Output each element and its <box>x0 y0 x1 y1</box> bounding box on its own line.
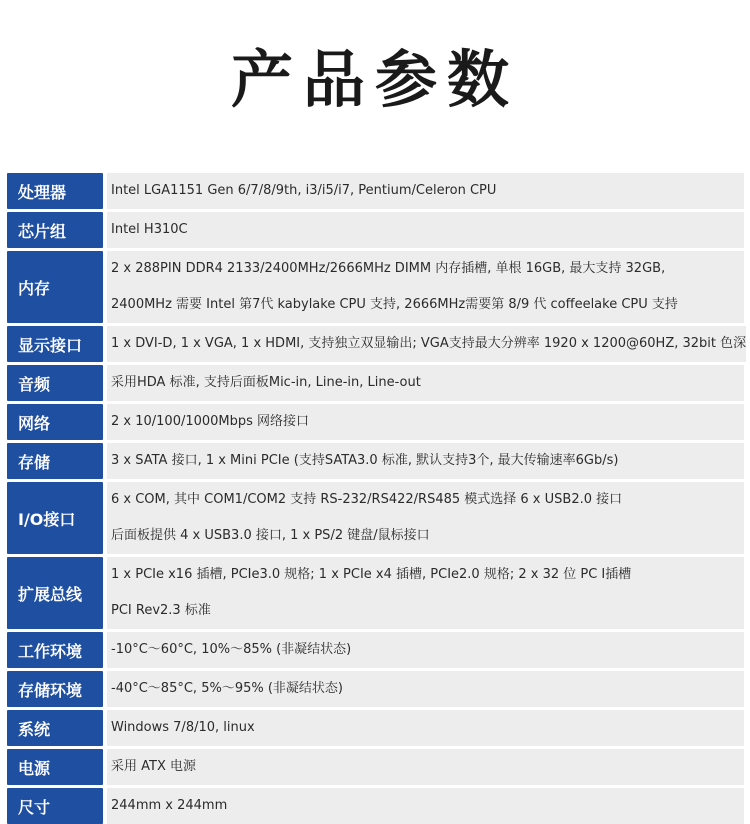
spec-row <box>7 443 744 479</box>
spec-value <box>107 212 744 248</box>
spec-value-line: 244mm x 244mm <box>111 798 228 813</box>
spec-value-line: Intel H310C <box>111 222 188 237</box>
spec-value-line: Intel LGA1151 Gen 6/7/8/9th, i3/i5/i7, Pentium/Celeron CPU <box>111 183 497 198</box>
spec-table <box>7 173 747 824</box>
spec-label: I/O接口 <box>7 482 103 554</box>
page-title: 产品参数 <box>230 43 519 116</box>
spec-value-line: -40°C～85°C, 5%～95% (非凝结状态) <box>111 681 343 696</box>
spec-value-line: 2 x 10/100/1000Mbps 网络接口 <box>111 414 310 429</box>
spec-row <box>7 710 744 746</box>
spec-value <box>107 443 744 479</box>
spec-value-line: 采用HDA 标准, 支持后面板Mic-in, Line-in, Line-out <box>111 375 421 390</box>
spec-value <box>107 404 744 440</box>
spec-label: 芯片组 <box>7 212 103 248</box>
spec-value-line: 后面板提供 4 x USB3.0 接口, 1 x PS/2 键盘/鼠标接口 <box>111 528 430 543</box>
spec-row <box>7 632 744 668</box>
spec-value-line: 2400MHz 需要 Intel 第7代 kabylake CPU 支持, 2666MHz需要第 8/9 代 coffeelake CPU 支持 <box>111 297 678 312</box>
spec-row <box>7 251 744 323</box>
spec-label: 音频 <box>7 365 103 401</box>
spec-label: 网络 <box>7 404 103 440</box>
spec-value-line: 6 x COM, 其中 COM1/COM2 支持 RS-232/RS422/RS485 模式选择 6 x USB2.0 接口 <box>111 492 623 507</box>
spec-label: 尺寸 <box>7 788 103 824</box>
spec-label: 内存 <box>7 251 103 323</box>
spec-value-line: 采用 ATX 电源 <box>111 759 196 774</box>
spec-value <box>107 173 744 209</box>
spec-label: 存储 <box>7 443 103 479</box>
spec-value-line: Windows 7/8/10, linux <box>111 720 255 735</box>
spec-row <box>7 671 744 707</box>
spec-label: 电源 <box>7 749 103 785</box>
spec-value <box>107 251 744 323</box>
spec-row <box>7 173 744 209</box>
spec-row <box>7 557 744 629</box>
spec-value <box>107 557 744 629</box>
spec-row <box>7 326 747 362</box>
spec-label: 扩展总线 <box>7 557 103 629</box>
spec-label: 工作环境 <box>7 632 103 668</box>
spec-label: 显示接口 <box>7 326 103 362</box>
spec-label: 系统 <box>7 710 103 746</box>
spec-label: 存储环境 <box>7 671 103 707</box>
spec-value <box>107 671 744 707</box>
spec-value <box>107 482 744 554</box>
spec-row <box>7 749 744 785</box>
spec-value <box>107 632 744 668</box>
spec-value-line: 1 x DVI-D, 1 x VGA, 1 x HDMI, 支持独立双显输出; VGA支持最大分辨率 1920 x 1200@60HZ, 32bit 色深 <box>111 336 747 351</box>
spec-value <box>107 365 744 401</box>
spec-value-line: 3 x SATA 接口, 1 x Mini PCIe (支持SATA3.0 标准, 默认支持3个, 最大传输速率6Gb/s) <box>111 453 619 468</box>
spec-value <box>107 710 744 746</box>
spec-value <box>107 788 744 824</box>
spec-value <box>107 749 744 785</box>
spec-label: 处理器 <box>7 173 103 209</box>
spec-row <box>7 788 744 824</box>
spec-value <box>107 326 746 362</box>
spec-row <box>7 404 744 440</box>
spec-row <box>7 212 744 248</box>
spec-value-line: -10°C～60°C, 10%～85% (非凝结状态) <box>111 642 352 657</box>
spec-value-line: PCI Rev2.3 标准 <box>111 603 211 618</box>
spec-row <box>7 482 744 554</box>
spec-value-line: 1 x PCIe x16 插槽, PCIe3.0 规格; 1 x PCIe x4 插槽, PCIe2.0 规格; 2 x 32 位 PC I插槽 <box>111 567 632 582</box>
spec-row <box>7 365 744 401</box>
spec-value-line: 2 x 288PIN DDR4 2133/2400MHz/2666MHz DIMM 内存插槽, 单根 16GB, 最大支持 32GB, <box>111 261 666 276</box>
